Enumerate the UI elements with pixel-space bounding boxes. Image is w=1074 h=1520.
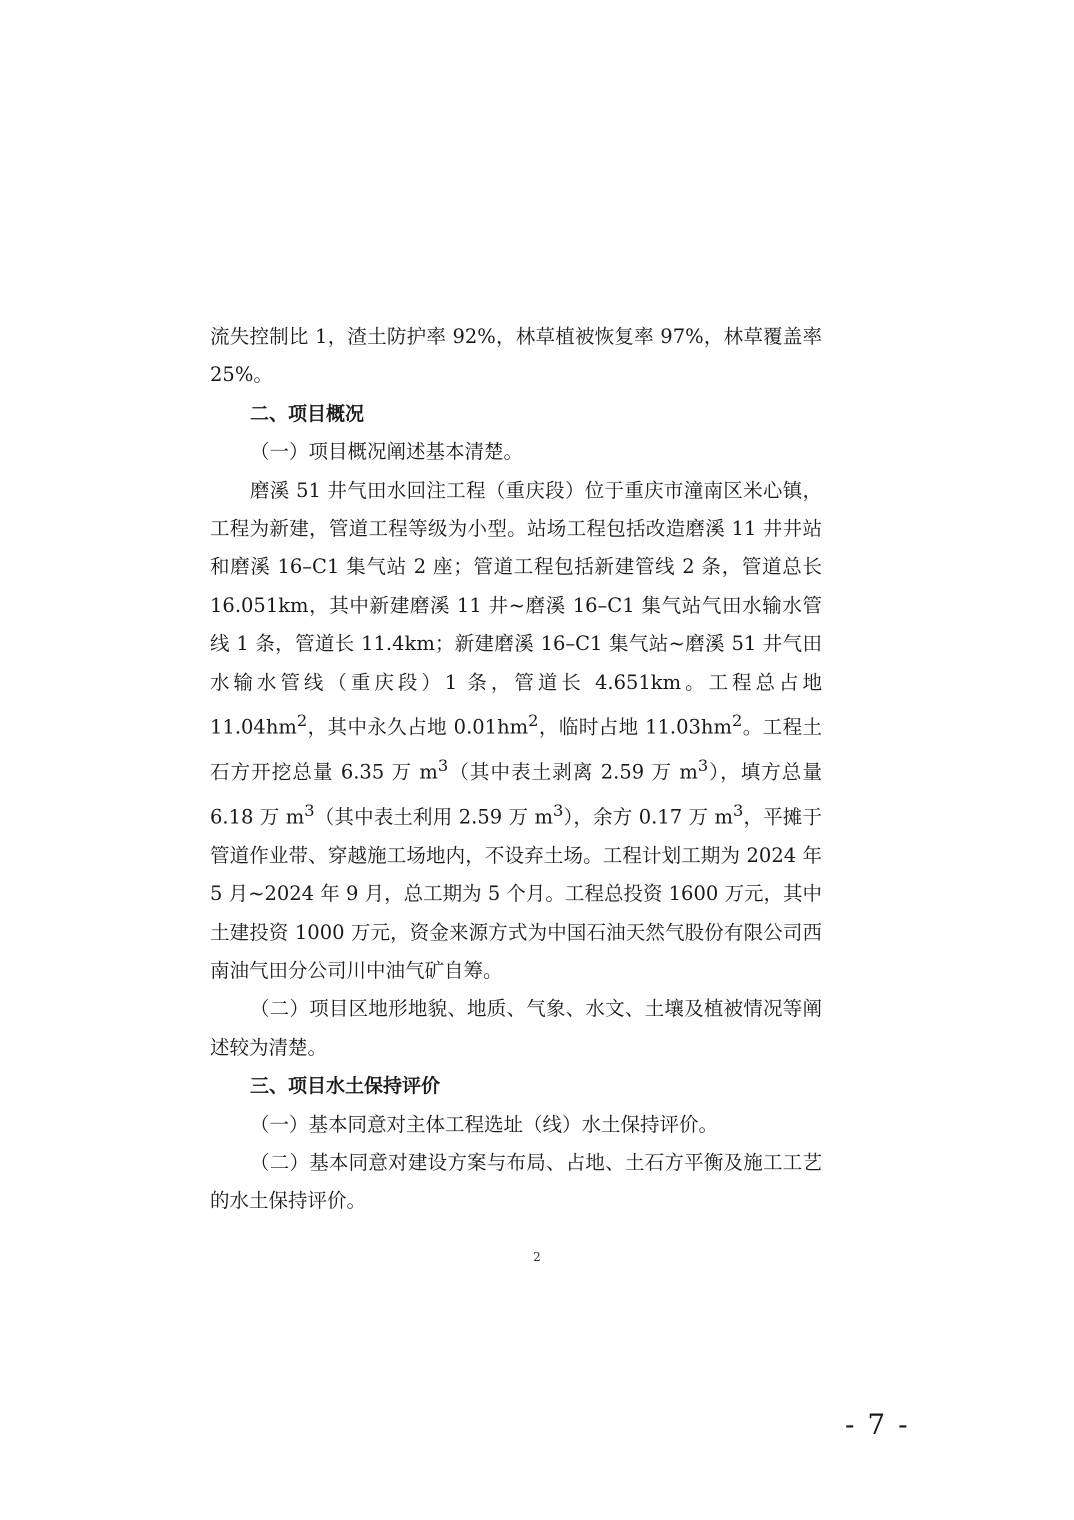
- text-run: ），余方 0.17 万 m: [563, 805, 733, 829]
- paragraph-continuation: 流失控制比 1，渣土防护率 92%，林草植被恢复率 97%，林草覆盖率 25%。: [210, 325, 822, 387]
- paragraph-construction-evaluation: （二）基本同意对建设方案与布局、占地、土石方平衡及施工工艺的水土保持评价。: [210, 1151, 822, 1213]
- text-run: ），填方总量 6.18 万 m: [210, 760, 822, 829]
- superscript: 3: [437, 755, 449, 775]
- superscript: 3: [733, 800, 744, 820]
- section-heading-project-overview: 二、项目概况: [250, 402, 365, 425]
- paragraph-project-details: [210, 472, 822, 991]
- paragraph-terrain: （二）项目区地形地貌、地质、气象、水文、土壤及植被情况等阐述较为清楚。: [210, 997, 822, 1059]
- superscript: 3: [553, 800, 564, 820]
- text-run: （其中表土剥离 2.59 万 m: [448, 760, 698, 784]
- section-heading-evaluation: 三、项目水土保持评价: [250, 1075, 441, 1098]
- text-run: ，其中永久占地 0.01hm: [307, 715, 529, 739]
- superscript: 2: [731, 711, 743, 731]
- superscript: 2: [528, 711, 539, 731]
- text-run: （其中表土利用 2.59 万 m: [314, 805, 553, 829]
- text-run: 磨溪 51 井气田水回注工程（重庆段）位于重庆市潼南区米心镇，工程为新建，管道工程等级为小型。站场工程包括改造磨溪 11 井井站和磨溪 16–C1 集气站 2 座；管道工程包括新建管线 2 条，管道总长 16.051km，其中新建磨溪 11 井~磨溪 16–C1 集气站气田水输水管线 1 条，管道长 11.4km；新建磨溪 16–C1 集气站~磨溪 51 井气田水输水管线（重庆段）1 条，管道长 4.651km。工程总占地 11.04hm: [210, 478, 822, 739]
- superscript: 2: [296, 711, 308, 731]
- text-run: ，临时占地 11.03hm: [538, 715, 732, 739]
- outer-page-number: - 7 -: [845, 1408, 910, 1441]
- text-run: 。工程土石方开挖总量 6.35 万 m: [210, 715, 822, 784]
- document-body: [210, 318, 822, 1221]
- superscript: 3: [697, 755, 709, 775]
- superscript: 3: [304, 800, 315, 820]
- paragraph-overview-summary: （一）项目概况阐述基本清楚。: [250, 440, 524, 464]
- inner-page-number: 2: [533, 1250, 541, 1264]
- text-run: ，平摊于管道作业带、穿越施工场地内，不设弃土场。工程计划工期为 2024 年 5 月~2024 年 9 月，总工期为 5 个月。工程总投资 1600 万元，其中土建投资 1000 万元，资金来源方式为中国石油天然气股份有限公司西南油气田分公司川中油气矿自筹。: [210, 805, 822, 982]
- paragraph-site-evaluation: （一）基本同意对主体工程选址（线）水土保持评价。: [250, 1112, 719, 1136]
